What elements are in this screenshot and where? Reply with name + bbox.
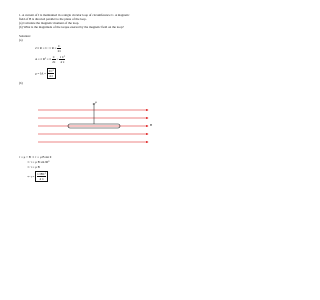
torque-eq-2: ⇒ τ = μ B sin 90° bbox=[27, 160, 50, 164]
b-field-label: B bbox=[150, 123, 153, 127]
part-a-label: (a) bbox=[19, 38, 23, 42]
equation-area-left: A = π R² = π bbox=[35, 57, 52, 62]
fraction-numerator: C bbox=[58, 44, 61, 48]
solution-heading: Solution: bbox=[19, 34, 31, 38]
equals-sign: = bbox=[56, 57, 59, 62]
equation-radius-left: 2 π R = C ⇒ R = bbox=[35, 46, 57, 51]
torque-eq-3: ⇒ τ = μ B bbox=[27, 165, 40, 169]
fraction-numerator: 1 IBC² bbox=[37, 172, 46, 177]
boxed-answer-b bbox=[35, 171, 48, 182]
problem-part-a: (a) Calculate the magnetic moment of the loop. bbox=[19, 21, 80, 25]
fraction-denominator: 2π bbox=[57, 49, 61, 53]
fraction-denominator: 4 π bbox=[49, 74, 54, 79]
fraction-numerator: I C² bbox=[48, 69, 54, 74]
torque-eq-4-left: ⇒ τ = bbox=[27, 174, 35, 179]
fraction-denominator: 2π bbox=[52, 60, 56, 64]
fraction-denominator: 4 π bbox=[60, 60, 65, 64]
problem-part-b: (b) What is the magnitude of the torque exerted by the magnetic field on the loop? bbox=[19, 25, 124, 29]
problem-line-1: 1. A current of I is maintained in a single circular loop of circumference C. A magnetic bbox=[19, 13, 130, 17]
equation-moment-left: μ = IA = bbox=[35, 71, 46, 76]
torque-eq-1: τ = μ × B ⇒ τ = μ B sin θ bbox=[19, 155, 52, 159]
fraction-denominator: 4 π bbox=[39, 177, 44, 182]
mu-label: μ bbox=[95, 100, 97, 104]
fraction-torque bbox=[37, 172, 46, 181]
fraction-numerator: 1 C² bbox=[59, 55, 66, 59]
part-b-label: (b) bbox=[19, 81, 23, 85]
torque-eq-4 bbox=[27, 171, 48, 182]
fraction-numerator: C bbox=[52, 55, 55, 59]
problem-line-2: field of B is directed parallel to the plane of the loop. bbox=[19, 17, 87, 21]
